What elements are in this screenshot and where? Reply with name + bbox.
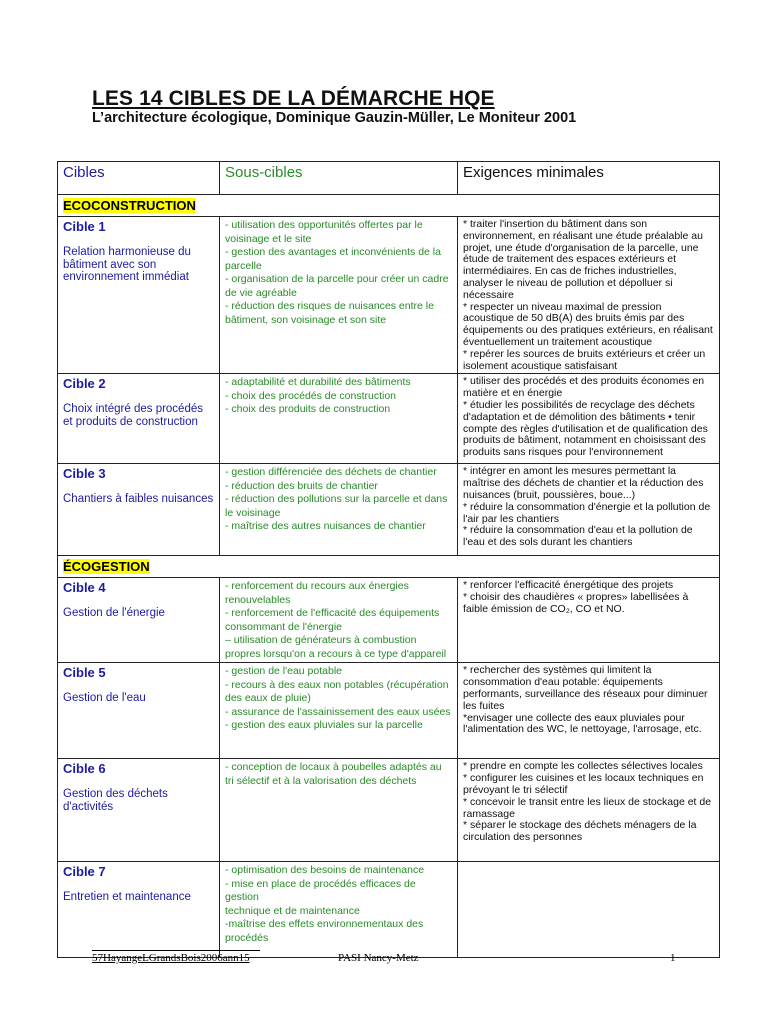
cible-cell: [58, 374, 220, 464]
sous-cibles-cell: [220, 374, 458, 464]
sous-cible-item: - organisation de la parcelle pour créer un cadre de vie agréable: [225, 273, 449, 299]
section-row-ecoconstruction: [58, 195, 720, 217]
cible-cell: [58, 464, 220, 556]
exigence-item: *envisager une collecte des eaux pluviales pour l'alimentation des WC, le nettoyage, l'arrosage, etc.: [463, 711, 702, 736]
cible-cell: [58, 862, 220, 958]
cible-cell: [58, 663, 220, 759]
table-row: [58, 862, 720, 958]
cible-description: Chantiers à faibles nuisances: [63, 493, 214, 506]
footer-organisation: PASI Nancy-Metz: [338, 952, 419, 964]
exigence-item: * choisir des chaudières « propres» labellisées à faible émission de CO₂, CO et NO.: [463, 591, 689, 615]
cible-description: Gestion de l'énergie: [63, 607, 165, 620]
cible-number: Cible 3: [63, 466, 106, 482]
sous-cible-item: - réduction des bruits de chantier: [225, 479, 378, 492]
cible-description: Gestion des déchets d'activités: [63, 788, 168, 813]
cible-number: Cible 4: [63, 580, 106, 596]
footer-rule: [92, 950, 260, 951]
exigence-item: * réduire la consommation d'énergie et la pollution de l'air par les chantiers: [463, 500, 711, 525]
sous-cibles-cell: [220, 464, 458, 556]
sous-cible-item: - réduction des pollutions sur la parcelle et dans le voisinage: [225, 493, 448, 519]
sous-cible-item: - choix des procédés de construction: [225, 389, 397, 402]
table-row: [58, 759, 720, 862]
cibles-table: [57, 161, 720, 958]
cible-description: Entretien et maintenance: [63, 891, 191, 904]
table-row: [58, 578, 720, 663]
exigence-item: * repérer les sources de bruits extérieurs et créer un isolement acoustique satisfaisant: [463, 347, 706, 372]
exigence-item: * réduire la consommation d'eau et la pollution de l'eau et des sols durant les chantiers: [463, 524, 693, 549]
table-row: [58, 217, 720, 374]
sous-cible-item: - assurance de l'assainissement des eaux usées: [225, 705, 451, 718]
cible-number: Cible 2: [63, 376, 106, 392]
cible-number: Cible 1: [63, 219, 106, 234]
sous-cible-item: - gestion des eaux pluviales sur la parcelle: [225, 719, 423, 732]
cible-description: Relation harmonieuse du bâtiment avec son environnement immédiat: [63, 246, 191, 283]
sous-cible-item: - renforcement du recours aux énergies renouvelables: [225, 580, 409, 606]
exigence-item: * rechercher des systèmes qui limitent la consommation d'eau potable: équipements performants, surveillance des réseaux pour diminuer les fuites: [463, 664, 708, 712]
exigences-cell: [458, 464, 720, 556]
cible-number: Cible 6: [63, 761, 106, 777]
column-header-exigences: Exigences minimales: [458, 162, 720, 195]
cible-cell: [58, 578, 220, 663]
table-row: [58, 663, 720, 759]
exigences-cell: [458, 759, 720, 862]
table-row: [58, 374, 720, 464]
section-row-ecogestion: [58, 556, 720, 578]
sous-cible-item: - utilisation des opportunités offertes par le voisinage et le site: [225, 219, 423, 245]
exigence-item: * renforcer l'efficacité énergétique des projets: [463, 579, 674, 592]
sous-cible-item: - gestion différenciée des déchets de chantier: [225, 466, 437, 479]
cible-number: Cible 5: [63, 665, 106, 681]
cible-number: Cible 7: [63, 864, 106, 880]
sous-cible-item: – utilisation de générateurs à combustion propres lorsqu'on a recours à ce type d'appareil: [225, 634, 447, 660]
sous-cibles-cell: [220, 862, 458, 958]
column-header-sous-cibles: Sous-cibles: [220, 162, 458, 195]
sous-cible-item: - gestion de l'eau potable: [225, 665, 343, 678]
sous-cibles-cell: [220, 217, 458, 374]
exigences-cell: [458, 663, 720, 759]
sous-cibles-cell: [220, 759, 458, 862]
sous-cibles-cell: [220, 663, 458, 759]
exigence-item: * configurer les cuisines et les locaux techniques en prévoyant le tri sélectif: [463, 772, 704, 796]
document-subtitle: L’architecture écologique, Dominique Gauzin-Müller, Le Moniteur 2001: [92, 110, 577, 126]
exigences-cell: [458, 578, 720, 663]
sous-cible-item: - réduction des risques de nuisances entre le bâtiment, son voisinage et son site: [225, 300, 434, 326]
sous-cible-item: - gestion des avantages et inconvénients de la parcelle: [225, 246, 441, 272]
exigence-item: * étudier les possibilités de recyclage des déchets d'adaptation et de démolition des bâtiments • tenir compte des règles d'utilisation et de qualification des produits de bâtiment, notamment en choisissant des produits sans risques pour l'environnement: [463, 398, 708, 459]
column-header-cibles: Cibles: [58, 162, 220, 195]
table-header-row: [58, 162, 720, 195]
sous-cible-item: - choix des produits de construction: [225, 403, 391, 416]
sous-cible-item: - recours à des eaux non potables (récupération des eaux de pluie): [225, 678, 449, 705]
cible-cell: [58, 759, 220, 862]
cible-description: Choix intégré des procédés et produits de construction: [63, 403, 203, 428]
sous-cible-item: - conception de locaux à poubelles adaptés au tri sélectif et à la valorisation des déchets: [225, 761, 442, 787]
exigence-item: * traiter l'insertion du bâtiment dans son environnement, en réalisant une étude préalable au projet, une étude d'organisation de la parcelle, une étude de traitement des espaces extérieurs et intermédiaires. En cas de friches industrielles, analyser le niveau de pollution et dépolluer si nécessaire: [463, 218, 703, 301]
exigence-item: * prendre en compte les collectes sélectives locales: [463, 760, 703, 773]
exigences-cell: [458, 217, 720, 374]
footer-reference: 57HayangeLGrandsBois2006ann15: [92, 952, 250, 964]
sous-cible-item: - mise en place de procédés efficaces de gestion: [225, 877, 416, 904]
exigences-cell: [458, 374, 720, 464]
exigences-cell: [458, 862, 720, 958]
cible-cell: [58, 217, 220, 374]
exigence-item: * séparer le stockage des déchets ménagers de la circulation des personnes: [463, 819, 697, 844]
cible-description: Gestion de l'eau: [63, 692, 146, 705]
sous-cible-item: -maîtrise des effets environnementaux des procédés: [225, 918, 424, 944]
sous-cible-item: - optimisation des besoins de maintenance: [225, 864, 425, 877]
exigence-item: * intégrer en amont les mesures permettant la maîtrise des déchets de chantier et la réduction des nuisances (bruit, poussières, boue...): [463, 465, 704, 501]
sous-cible-item: - maîtrise des autres nuisances de chantier: [225, 520, 426, 533]
sous-cible-item: technique et de maintenance: [225, 904, 360, 917]
table-row: [58, 464, 720, 556]
exigence-item: * concevoir le transit entre les lieux de stockage et de ramassage: [463, 795, 712, 820]
exigence-item: * utiliser des procédés et des produits économes en matière et en énergie: [463, 375, 705, 400]
sous-cible-item: - renforcement de l'efficacité des équipements consommant de l'énergie: [225, 607, 440, 633]
page-number: 1: [670, 952, 676, 964]
document-title: LES 14 CIBLES DE LA DÉMARCHE HQE: [92, 87, 495, 110]
section-label: ECOCONSTRUCTION: [63, 198, 196, 213]
sous-cibles-cell: [220, 578, 458, 663]
section-label: ÉCOGESTION: [63, 559, 150, 575]
exigence-item: * respecter un niveau maximal de pression acoustique de 50 dB(A) des bruits émis par des équipements ou des pratiques extérieurs, en réalisant éventuellement un traitement acoustique: [463, 300, 713, 348]
sous-cible-item: - adaptabilité et durabilité des bâtiments: [225, 376, 411, 389]
